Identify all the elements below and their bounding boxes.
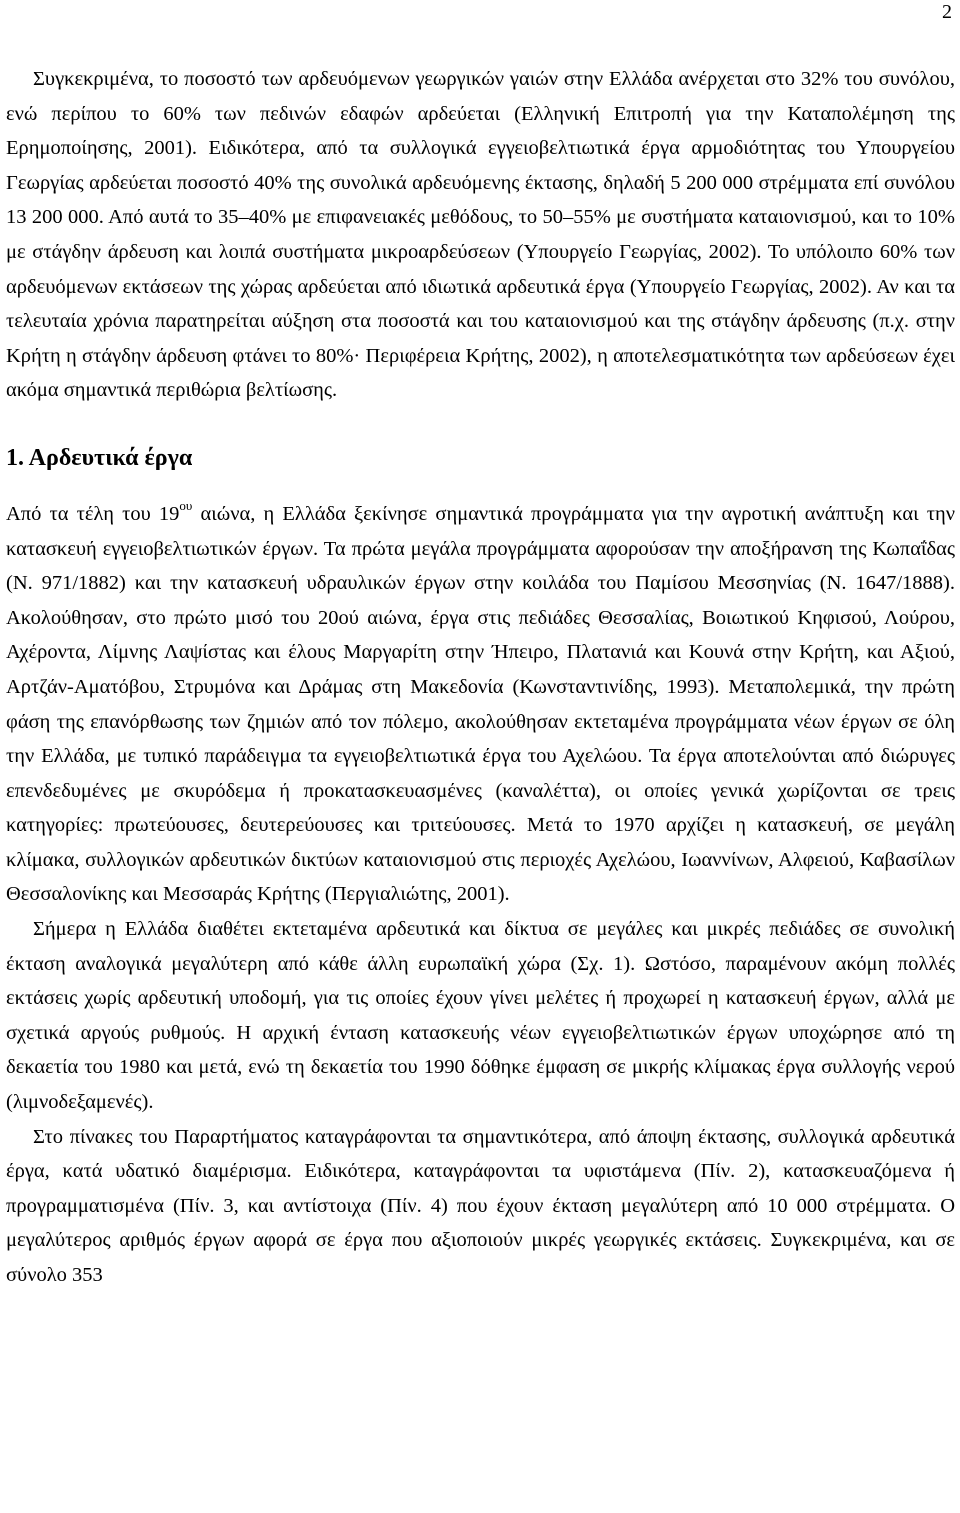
paragraph-text-rest: αιώνα, η Ελλάδα ξεκίνησε σημαντικά προγράμματα για την αγροτική ανάπτυξη και την κατασκευή εγγειοβελτιωτικών έργων. Τα πρώτα μεγάλα προγράμματα αφορούσαν την αποξήρανση της Κωπαΐδας (Ν. 971/1882) και την κατασκευή υδραυλικών έργων στην κοιλάδα του Παμίσου Μεσσηνίας (Ν. 1647/1888). Ακολούθησαν, στο πρώτο μισό του 20ού αιώνα, έργα στις πεδιάδες Θεσσαλίας, Βοιωτικού Κηφισού, Λούρου, Αχέροντα, Λίμνης Λαψίστας και έλους Μαργαρίτη στην Ήπειρο, Πλατανιά και Κουνά στην Κρήτη, και Αξιού, Αρτζάν-Αματόβου, Στρυμόνα και Δράμας στη Μακεδονία (Κωνσταντινίδης, 1993). Μεταπολεμικά, την πρώτη φάση της επανόρθωσης των ζημιών από τον πόλεμο, ακολούθησαν εκτεταμένα προγράμματα νέων έργων σε όλη την Ελλάδα, με τυπικό παράδειγμα τα εγγειοβελτιωτικά έργα του Αχελώου. Τα έργα αποτελούνται από διώρυγες επενδεδυμένες με σκυρόδεμα ή προκατασκευασμένες (καναλέττα), οι οποίες γενικά χωρίζονται σε τρεις κατηγορίες: πρωτεύουσες, δευτερεύουσες και τριτεύουσες. Μετά το 1970 αρχίζει η κατασκευή, σε μεγάλη κλίμακα, συλλογικών αρδευτικών δικτύων καταιονισμού στις περιοχές Αχελώου, Ιωαννίνων, Αλφειού, Καβασίλων Θεσσαλονίκης και Μεσσαράς Κρήτης (Περγιαλιώτης, 2001). (6, 502, 955, 906)
document-body (6, 62, 955, 1293)
page-number: 2 (942, 1, 952, 23)
section-paragraph-3: Στο πίνακες του Παραρτήματος καταγράφονται τα σημαντικότερα, από άποψη έκτασης, συλλογικά αρδευτικά έργα, κατά υδατικό διαμέρισμα. Ειδικότερα, καταγράφονται τα υφιστάμενα (Πίν. 2), κατασκευαζόμενα ή προγραμματισμένα (Πίν. 3, και αντίστοιχα (Πίν. 4) που έχουν έκταση μεγαλύτερη από 10 000 στρέμματα. Ο μεγαλύτερος αριθμός έργων αφορά σε έργα που αξιοποιούν μικρές γεωργικές εκτάσεις. Συγκεκριμένα, και σε σύνολο 353 (6, 1125, 955, 1286)
ordinal-superscript: ου (179, 498, 193, 514)
section-heading: 1. Αρδευτικά έργα (6, 444, 193, 471)
intro-paragraph: Συγκεκριμένα, το ποσοστό των αρδευόμενων γεωργικών γαιών στην Ελλάδα ανέρχεται στο 32% του συνόλου, ενώ περίπου το 60% των πεδινών εδαφών αρδεύεται (Ελληνική Επιτροπή για την Καταπολέμηση της Ερημοποίησης, 2001). Ειδικότερα, από τα συλλογικά εγγειοβελτιωτικά έργα αρμοδιότητας του Υπουργείου Γεωργίας αρδεύεται ποσοστό 40% της συνολικά αρδευόμενης έκτασης, δηλαδή 5 200 000 στρέμματα επί συνόλου 13 200 000. Από αυτά το 35–40% με επιφανειακές μεθόδους, το 50–55% με συστήματα καταιονισμού, και το 10% με στάγδην άρδευση και λοιπά συστήματα μικροαρδεύσεων (Υπουργείο Γεωργίας, 2002). Το υπόλοιπο 60% των αρδευόμενων εκτάσεων της χώρας αρδεύεται από ιδιωτικά αρδευτικά έργα (Υπουργείο Γεωργίας, 2002). Αν και τα τελευταία χρόνια παρατηρείται αύξηση στα ποσοστά και του καταιονισμού και της στάγδην άρδευσης (π.χ. στην Κρήτη η στάγδην άρδευση φτάνει το 80%· Περιφέρεια Κρήτης, 2002), η αποτελεσματικότητα των αρδεύσεων έχει ακόμα σημαντικά περιθώρια βελτίωσης. (6, 68, 955, 402)
paragraph-text-start: Από τα τέλη του 19 (6, 502, 180, 525)
section-paragraph-1 (6, 497, 955, 912)
section-paragraph-2: Σήμερα η Ελλάδα διαθέτει εκτεταμένα αρδευτικά και δίκτυα σε μεγάλες και μικρές πεδιάδες σε συνολική έκταση αναλογικά μεγαλύτερη από κάθε άλλη ευρωπαϊκή χώρα (Σχ. 1). Ωστόσο, παραμένουν ακόμη πολλές εκτάσεις χωρίς αρδευτική υποδομή, για τις οποίες έχουν γίνει μελέτες ή προχωρεί η κατασκευή έργων, αλλά με σχετικά αργούς ρυθμούς. Η αρχική ένταση κατασκευής νέων εγγειοβελτιωτικών έργων υποχώρησε από τη δεκαετία του 1980 και μετά, ενώ τη δεκαετία του 1990 δόθηκε έμφαση σε μικρής κλίμακας έργα συλλογής νερού (λιμνοδεξαμενές). (6, 918, 955, 1114)
